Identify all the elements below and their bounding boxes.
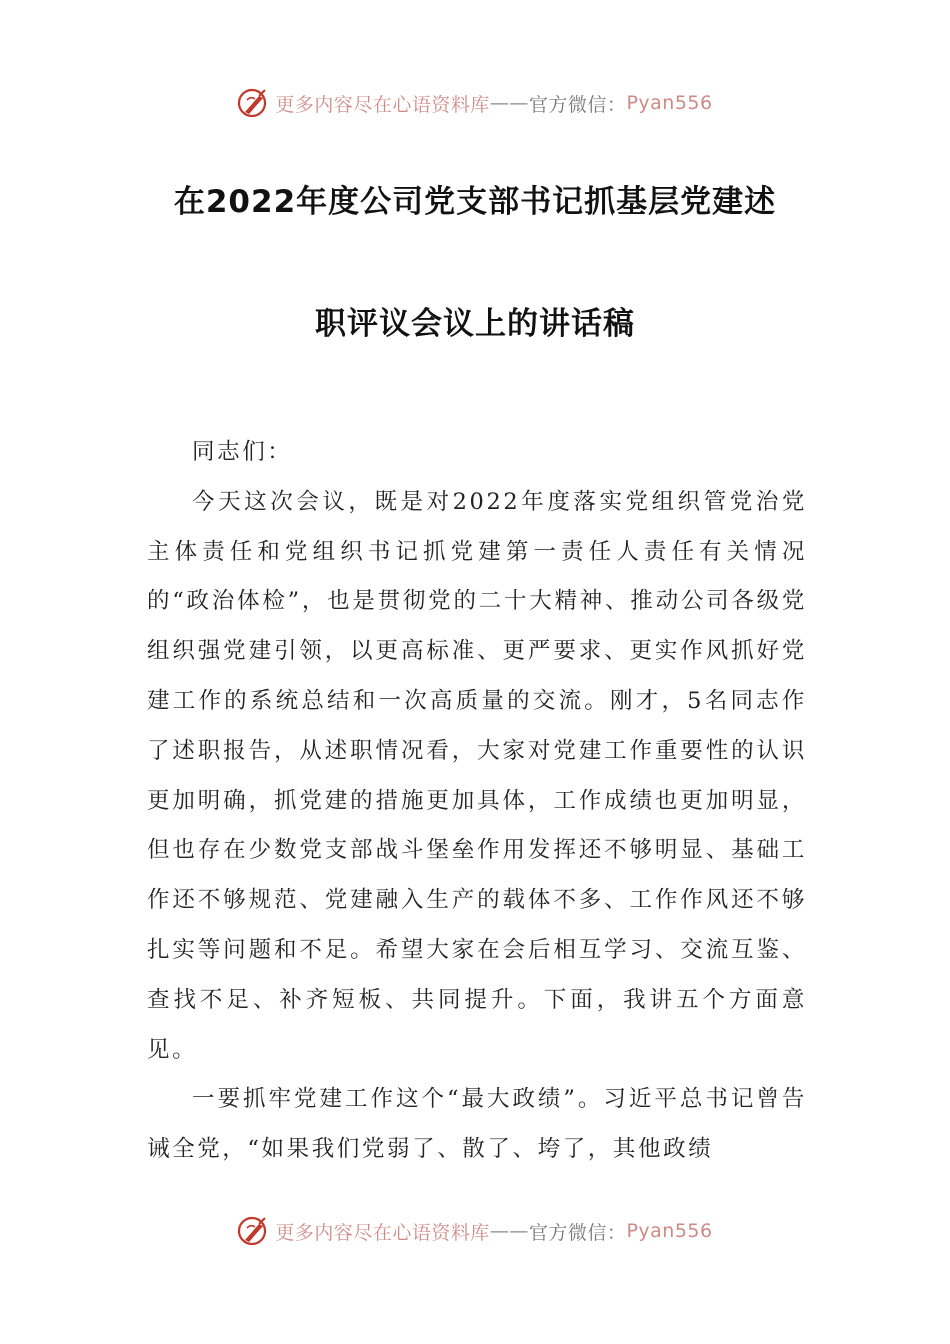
footer-watermark xyxy=(0,1214,950,1248)
body-paragraph: 今天这次会议，既是对2022年度落实党组织管党治党主体责任和党组织书记抓党建第一责任人责任有关情况的“政治体检”，也是贯彻党的二十大精神、推动公司各级党组织强党建引领，以更高标准、更严要求、更实作风抓好党建工作的系统总结和一次高质量的交流。刚才，5名同志作了述职报告，从述职情况看，大家对党建工作重要性的认识更加明确，抓党建的措施更加具体，工作成绩也更加明显，但也存在少数党支部战斗堡垒作用发挥还不够明显、基础工作还不够规范、党建融入生产的载体不多、工作作风还不够扎实等问题和不足。希望大家在会后相互学习、交流互鉴、查找不足、补齐短板、共同提升。下面，我讲五个方面意见。 xyxy=(147,488,807,1063)
document-title-line-2: 职评议会议上的讲话稿 xyxy=(315,306,635,342)
watermark-id: Pyan556 xyxy=(626,1220,713,1242)
pen-logo-icon xyxy=(237,86,271,120)
document-title-line-1: 在2022年度公司党支部书记抓基层党建述 xyxy=(173,184,777,220)
body-paragraph: 一要抓牢党建工作这个“最大政绩”。习近平总书记曾告诫全党，“如果我们党弱了、散了、垮了，其他政绩 xyxy=(147,1086,807,1163)
watermark-main-text: 更多内容尽在心语资料库 xyxy=(275,1221,490,1244)
watermark-sub-text: 官方微信： xyxy=(528,1221,627,1244)
document-body xyxy=(147,428,807,1175)
watermark-id: Pyan556 xyxy=(626,92,713,114)
watermark-sub-text: 官方微信： xyxy=(528,93,627,116)
watermark-separator: —— xyxy=(489,92,529,114)
pen-logo-icon xyxy=(237,1214,271,1248)
header-watermark xyxy=(0,86,950,120)
salutation: 同志们： xyxy=(192,439,293,465)
watermark-main-text: 更多内容尽在心语资料库 xyxy=(275,93,490,116)
watermark-separator: —— xyxy=(489,1220,529,1242)
